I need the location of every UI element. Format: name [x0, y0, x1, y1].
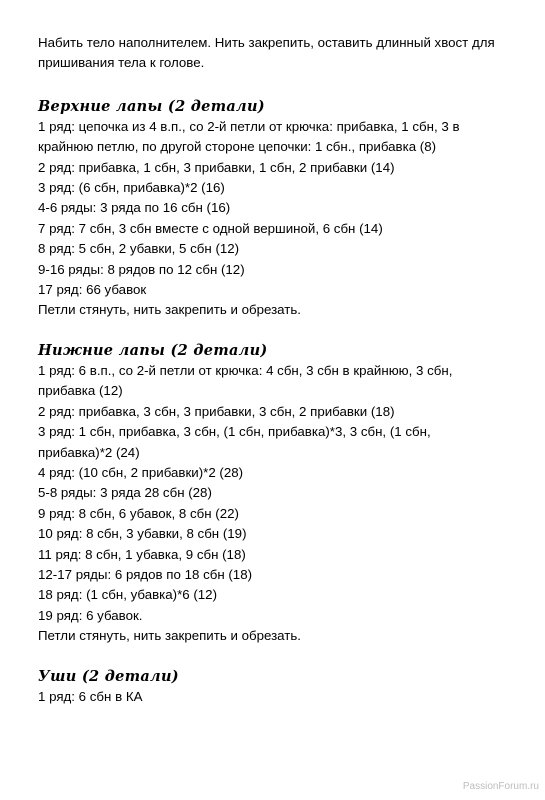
section-lower-paws [38, 341, 538, 647]
pattern-row: крайнюю петлю, по другой стороне цепочки: 1 сбн., прибавка (8) [38, 139, 437, 155]
pattern-row: 5-8 ряды: 3 ряда 28 сбн (28) [38, 485, 212, 501]
section-heading: Верхние лапы (2 детали) [38, 97, 265, 115]
intro-paragraph [38, 33, 538, 74]
pattern-row: 2 ряд: прибавка, 3 сбн, 3 прибавки, 3 сбн, 2 прибавки (18) [38, 403, 395, 419]
pattern-row: 19 ряд: 6 убавок. [38, 607, 143, 623]
pattern-row: 1 ряд: цепочка из 4 в.п., со 2-й петли от крючка: прибавка, 1 сбн, 3 в [38, 118, 460, 134]
pattern-row: 4 ряд: (10 сбн, 2 прибавки)*2 (28) [38, 464, 244, 480]
document-page [38, 33, 538, 707]
pattern-row: 1 ряд: 6 в.п., со 2-й петли от крючка: 4 сбн, 3 сбн в крайнюю, 3 сбн, [38, 362, 453, 378]
pattern-row: 3 ряд: 1 сбн, прибавка, 3 сбн, (1 сбн, прибавка)*3, 3 сбн, (1 сбн, [38, 424, 431, 440]
section-heading: Нижние лапы (2 детали) [38, 341, 268, 359]
pattern-row: прибавка (12) [38, 383, 123, 399]
pattern-row: 7 ряд: 7 сбн, 3 сбн вместе с одной вершиной, 6 сбн (14) [38, 220, 383, 236]
section-ears [38, 667, 538, 707]
pattern-row: Петли стянуть, нить закрепить и обрезать. [38, 628, 301, 644]
section-heading: Уши (2 детали) [38, 667, 179, 685]
intro-line: Набить тело наполнителем. Нить закрепить, оставить длинный хвост для [38, 35, 495, 50]
pattern-row: 11 ряд: 8 сбн, 1 убавка, 9 сбн (18) [38, 546, 246, 562]
pattern-row: 1 ряд: 6 сбн в КА [38, 688, 143, 704]
section-upper-paws [38, 97, 538, 321]
pattern-row: 9-16 ряды: 8 рядов по 12 сбн (12) [38, 261, 245, 277]
intro-line: пришивания тела к голове. [38, 55, 205, 71]
pattern-row: 18 ряд: (1 сбн, убавка)*6 (12) [38, 587, 218, 603]
watermark: PassionForum.ru [462, 781, 539, 792]
pattern-row: 2 ряд: прибавка, 1 сбн, 3 прибавки, 1 сбн, 2 прибавки (14) [38, 159, 395, 175]
pattern-row: 3 ряд: (6 сбн, прибавка)*2 (16) [38, 180, 225, 196]
pattern-row: 17 ряд: 66 убавок [38, 282, 147, 298]
pattern-row: 8 ряд: 5 сбн, 2 убавки, 5 сбн (12) [38, 241, 240, 257]
pattern-row: Петли стянуть, нить закрепить и обрезать. [38, 302, 301, 318]
pattern-row: 12-17 ряды: 6 рядов по 18 сбн (18) [38, 566, 253, 582]
pattern-row: 4-6 ряды: 3 ряда по 16 сбн (16) [38, 200, 231, 216]
pattern-row: 9 ряд: 8 сбн, 6 убавок, 8 сбн (22) [38, 505, 239, 521]
pattern-row: 10 ряд: 8 сбн, 3 убавки, 8 сбн (19) [38, 526, 247, 542]
pattern-row: прибавка)*2 (24) [38, 444, 140, 460]
